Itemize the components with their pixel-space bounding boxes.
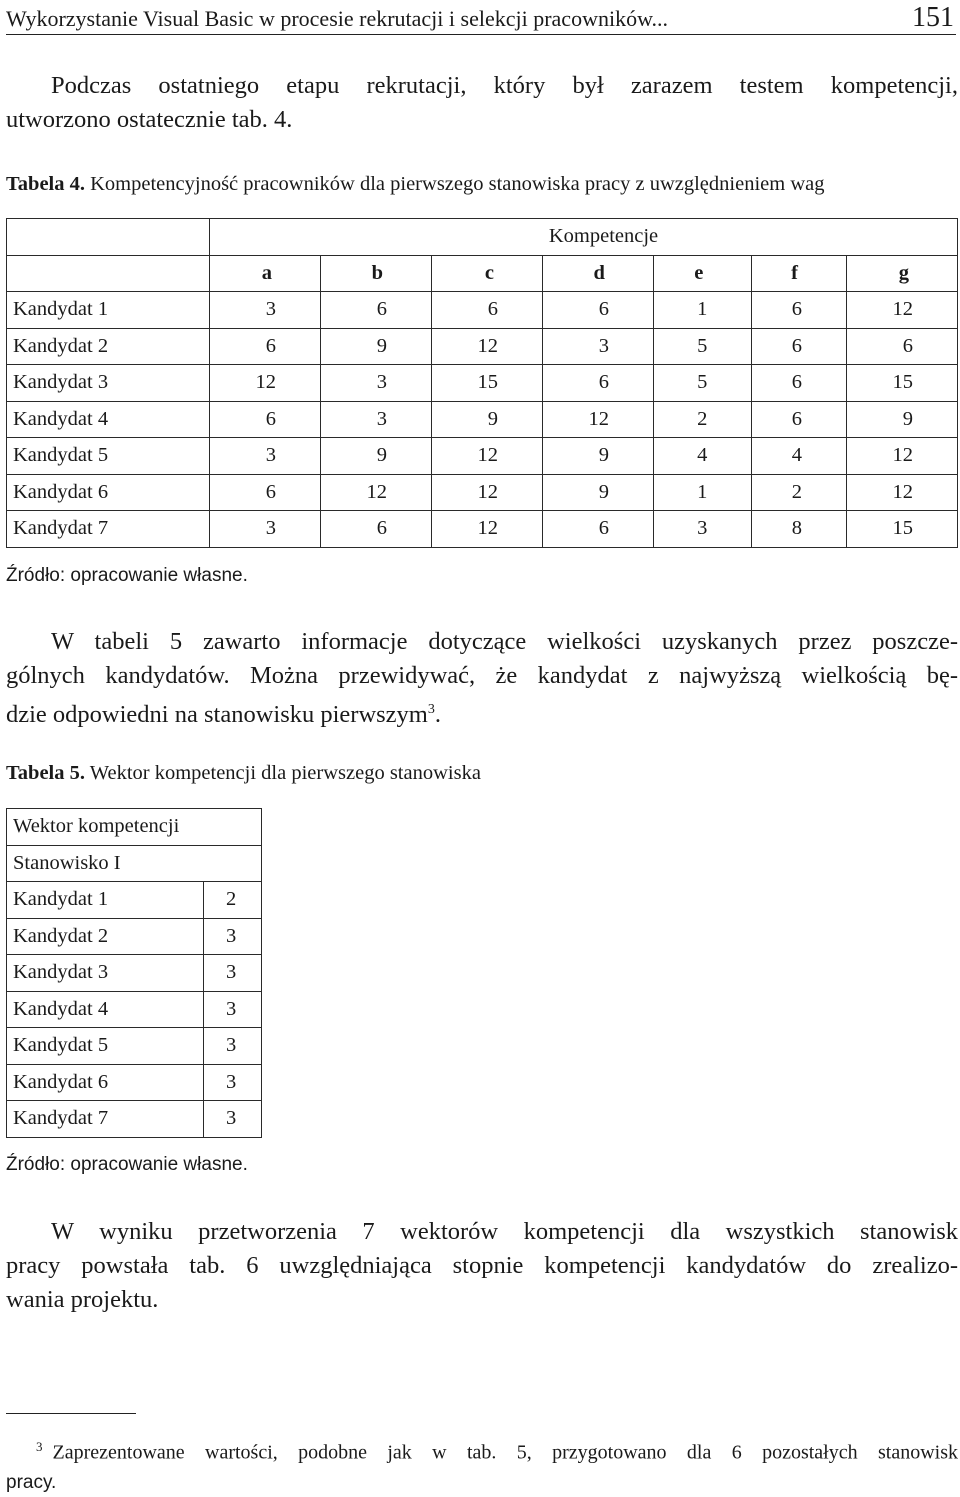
closing-line: W wyniku przetworzenia 7 wektorów kompetencji dla wszystkich stanowisk (51, 1218, 958, 1245)
competencies-header: Kompetencje (210, 219, 958, 256)
table-cell: 6 (846, 328, 957, 365)
table-column-header-row (7, 255, 958, 292)
table-cell: 12 (431, 474, 542, 511)
candidate-name: Kandydat 3 (7, 955, 204, 992)
table5-caption-text: Wektor kompetencji dla pierwszego stanowiska (89, 762, 481, 784)
table-cell: 9 (320, 328, 431, 365)
table-cell: 12 (846, 292, 957, 329)
table-row (7, 292, 958, 329)
table-header-row (7, 219, 958, 256)
table-row (7, 991, 262, 1028)
table-cell: 5 (653, 328, 751, 365)
table-corner-cell (7, 255, 210, 292)
middle-paragraph (6, 625, 958, 732)
table-cell: 3 (653, 511, 751, 548)
table-header-row (7, 809, 262, 846)
candidate-name: Kandydat 7 (7, 511, 210, 548)
footnote-marker: 3 (36, 1439, 43, 1454)
candidate-name: Kandydat 2 (7, 918, 204, 955)
footnote-line: pracy. (6, 1471, 57, 1493)
table-cell: 2 (204, 882, 262, 919)
table-cell: 6 (210, 474, 321, 511)
table-cell: 3 (210, 438, 321, 475)
table-row (7, 474, 958, 511)
table-cell: 12 (431, 328, 542, 365)
table-row (7, 918, 262, 955)
table-cell: 15 (846, 511, 957, 548)
column-header: c (431, 255, 542, 292)
competency-table (6, 218, 958, 548)
vector-header: Wektor kompetencji (7, 809, 262, 846)
column-header: g (846, 255, 957, 292)
table-cell: 5 (653, 365, 751, 402)
table-cell: 6 (210, 328, 321, 365)
table-cell: 3 (204, 1028, 262, 1065)
table-cell: 6 (542, 365, 653, 402)
table-cell: 2 (752, 474, 847, 511)
table4-caption-label: Tabela 4. (6, 173, 85, 195)
closing-line: wania projektu. (6, 1286, 159, 1313)
table-cell: 1 (653, 292, 751, 329)
table5-caption (6, 762, 481, 785)
table5-caption-label: Tabela 5. (6, 762, 85, 784)
table-cell: 9 (320, 438, 431, 475)
table-cell: 12 (846, 474, 957, 511)
closing-line: pracy powstała tab. 6 uwzględniająca stopnie kompetencji kandydatów do zrealizo- (6, 1252, 958, 1279)
table-cell: 3 (542, 328, 653, 365)
candidate-name: Kandydat 3 (7, 365, 210, 402)
table-row (7, 1028, 262, 1065)
table5-source: Źródło: opracowanie własne. (6, 1154, 248, 1175)
column-header: e (653, 255, 751, 292)
table4-source: Źródło: opracowanie własne. (6, 565, 248, 586)
candidate-name: Kandydat 5 (7, 1028, 204, 1065)
table-cell: 3 (204, 991, 262, 1028)
table4-caption-text: Kompetencyjność pracowników dla pierwszego stanowiska pracy z uwzględnieniem wag (90, 173, 825, 195)
table-row (7, 955, 262, 992)
candidate-name: Kandydat 4 (7, 991, 204, 1028)
candidate-name: Kandydat 2 (7, 328, 210, 365)
table-cell: 6 (752, 292, 847, 329)
table-cell: 6 (752, 401, 847, 438)
candidate-name: Kandydat 5 (7, 438, 210, 475)
table-cell: 3 (320, 401, 431, 438)
table-cell: 3 (204, 1101, 262, 1138)
footnote-text: Zaprezentowane wartości, podobne jak w tab. 5, przygotowano dla 6 pozostałych stanowisk (52, 1441, 958, 1464)
table-row (7, 882, 262, 919)
footnote-divider (6, 1413, 136, 1414)
table-cell: 12 (846, 438, 957, 475)
table-row (7, 1101, 262, 1138)
intro-paragraph (6, 69, 958, 137)
table-cell: 3 (210, 511, 321, 548)
running-title: Wykorzystanie Visual Basic w procesie rekrutacji i selekcji pracowników... (6, 6, 669, 31)
table-cell: 6 (210, 401, 321, 438)
column-header: a (210, 255, 321, 292)
table-cell: 15 (431, 365, 542, 402)
footnote-reference: 3 (427, 702, 435, 717)
table-cell: 3 (210, 292, 321, 329)
table-cell: 6 (320, 511, 431, 548)
running-header (6, 2, 956, 35)
middle-line: gólnych kandydatów. Można przewidywać, że kandydat z najwyższą wielkością bę- (6, 662, 958, 689)
table-cell: 4 (653, 438, 751, 475)
table-cell: 2 (653, 401, 751, 438)
intro-line: Podczas ostatniego etapu rekrutacji, który był zarazem testem kompetencji, (51, 72, 958, 99)
middle-line-last (6, 693, 958, 732)
middle-line: W tabeli 5 zawarto informacje dotyczące wielkości uzyskanych przez poszcze- (51, 628, 958, 655)
table-cell: 6 (752, 365, 847, 402)
column-header: d (542, 255, 653, 292)
table-cell: 12 (431, 511, 542, 548)
table-row (7, 511, 958, 548)
table-row (7, 1064, 262, 1101)
column-header: b (320, 255, 431, 292)
table-cell: 12 (210, 365, 321, 402)
candidate-name: Kandydat 1 (7, 292, 210, 329)
table-cell: 12 (542, 401, 653, 438)
table-cell: 12 (320, 474, 431, 511)
column-header: f (752, 255, 847, 292)
candidate-name: Kandydat 1 (7, 882, 204, 919)
table-cell: 4 (752, 438, 847, 475)
closing-paragraph (6, 1215, 958, 1317)
table-cell: 9 (846, 401, 957, 438)
candidate-name: Kandydat 6 (7, 474, 210, 511)
position-header: Stanowisko I (7, 845, 262, 882)
table-cell: 3 (204, 955, 262, 992)
table-cell: 6 (542, 511, 653, 548)
table-cell: 6 (752, 328, 847, 365)
table-cell: 8 (752, 511, 847, 548)
candidate-name: Kandydat 7 (7, 1101, 204, 1138)
table-cell: 9 (542, 474, 653, 511)
table-cell: 12 (431, 438, 542, 475)
table4-caption (6, 173, 824, 196)
table-row (7, 438, 958, 475)
table-cell: 6 (320, 292, 431, 329)
table-row (7, 401, 958, 438)
middle-line-text: dzie odpowiedni na stanowisku pierwszym (6, 701, 428, 729)
table-cell: 3 (204, 1064, 262, 1101)
intro-line: utworzono ostatecznie tab. 4. (6, 106, 293, 133)
table-cell: 3 (204, 918, 262, 955)
table-row (7, 328, 958, 365)
table-cell: 3 (320, 365, 431, 402)
table-corner-cell (7, 219, 210, 256)
table-cell: 6 (431, 292, 542, 329)
middle-line-end: . (434, 701, 441, 729)
table-cell: 9 (542, 438, 653, 475)
table-cell: 1 (653, 474, 751, 511)
table-header-row (7, 845, 262, 882)
table-cell: 6 (542, 292, 653, 329)
competency-vector-table (6, 808, 262, 1138)
footnote-line (6, 1432, 958, 1468)
footnote (6, 1432, 958, 1497)
page-number: 151 (912, 2, 954, 33)
table-cell: 15 (846, 365, 957, 402)
candidate-name: Kandydat 4 (7, 401, 210, 438)
candidate-name: Kandydat 6 (7, 1064, 204, 1101)
table-row (7, 365, 958, 402)
table-cell: 9 (431, 401, 542, 438)
